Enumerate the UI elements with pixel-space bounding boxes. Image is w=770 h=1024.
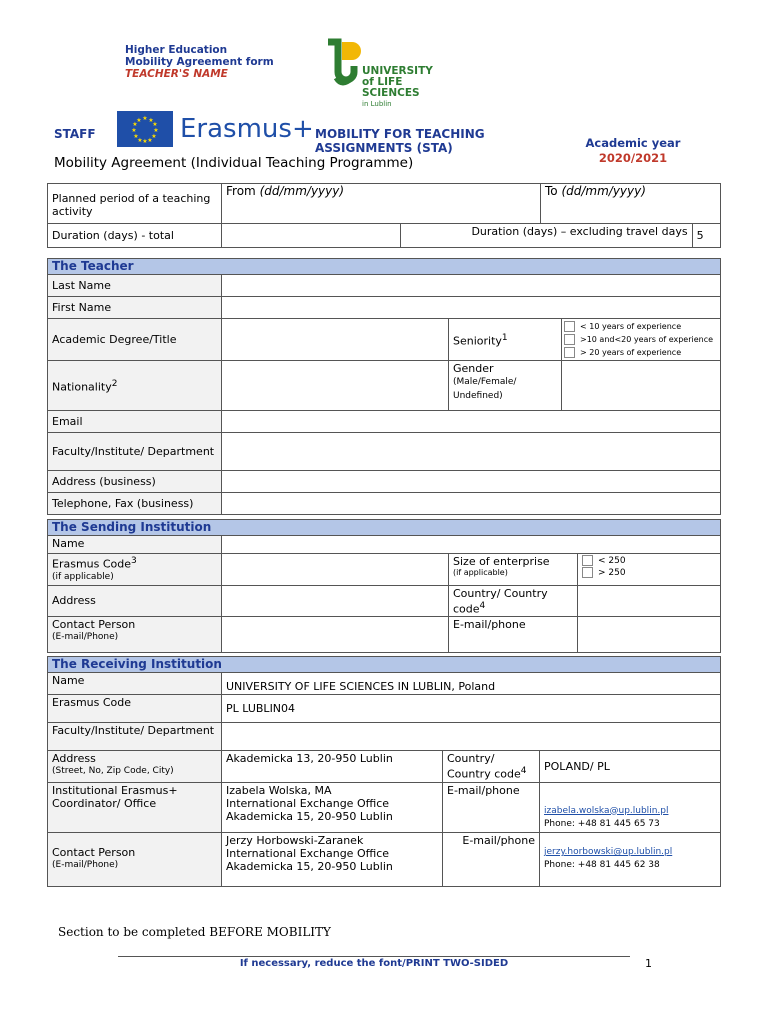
receiving-contact-name: Jerzy Horbowski-Zaranek [226,833,364,847]
degree-label: Academic Degree/Title [48,319,222,361]
receiving-faculty-label: Faculty/Institute/ Department [48,723,222,751]
receiving-code-label: Erasmus Code [48,695,222,723]
page-title: Mobility Agreement (Individual Teaching Programme) [54,155,414,171]
coordinator-email-label: E-mail/phone [443,782,540,832]
to-label: To [544,184,558,198]
header-line2: Mobility Agreement form [125,56,274,68]
to-placeholder: (dd/mm/yyyy) [561,184,646,198]
svg-text:★: ★ [131,127,137,134]
sending-contact-hint: (E-mail/Phone) [52,632,119,643]
seniority-label: Seniority [453,334,502,348]
academic-year [578,136,688,166]
period-table [47,183,721,248]
sending-country-footnote: 4 [479,600,486,611]
email-field[interactable] [222,411,721,433]
sending-code-field[interactable] [222,554,449,586]
size-option-1: < 250 [598,556,626,566]
footer-divider [118,956,630,957]
coordinator-office: International Exchange Office [226,796,390,810]
sending-country-label: Country/ Country code [453,586,548,616]
logo-line3: in Lublin [362,100,392,108]
faculty-field[interactable] [222,433,721,471]
svg-text:★: ★ [153,127,159,134]
last-name-label: Last Name [48,275,222,297]
duration-excl-value[interactable]: 5 [692,224,720,248]
sending-country-field[interactable] [578,585,721,617]
degree-field[interactable] [222,319,449,361]
from-placeholder: (dd/mm/yyyy) [259,184,345,198]
receiving-address-label: Address [52,752,96,765]
svg-text:★: ★ [152,121,158,128]
receiving-contact-hint: (E-mail/Phone) [52,860,119,871]
from-label: From [226,184,256,198]
sending-section-title: The Sending Institution [48,520,721,536]
sending-address-label: Address [48,585,222,617]
seniority-footnote: 1 [501,332,508,343]
from-date-field[interactable] [222,184,541,224]
size-option-2: > 250 [598,568,626,578]
mobility-title-line2: ASSIGNMENTS (STA) [315,141,453,155]
duration-total-field[interactable] [222,224,401,248]
sending-contact-field[interactable] [222,617,449,653]
teacher-table [47,258,721,515]
nationality-label: Nationality [52,380,112,394]
svg-text:★: ★ [147,137,153,144]
svg-text:★: ★ [142,138,148,145]
first-name-label: First Name [48,297,222,319]
coordinator-phone: Phone: +48 81 445 65 73 [544,818,660,829]
svg-text:★: ★ [148,117,154,124]
receiving-section-title: The Receiving Institution [48,657,721,673]
erasmus-logo-text: Erasmus+ [180,114,314,144]
planned-period-label: Planned period of a teaching activity [48,184,222,224]
coordinator-name: Izabela Wolska, MA [226,783,332,797]
seniority-option-2: >10 and<20 years of experience [580,335,714,344]
receiving-name-label: Name [48,673,222,695]
nationality-footnote: 2 [111,378,118,389]
svg-text:★: ★ [142,115,148,122]
duration-total-label: Duration (days) - total [48,224,222,248]
academic-year-value: 2020/2021 [598,151,668,165]
university-logo [322,38,462,108]
receiving-contact-label: Contact Person [52,846,136,860]
sending-code-footnote: 3 [131,556,137,566]
coordinator-email-link[interactable]: izabela.wolska@up.lublin.pl [544,805,669,816]
sending-code-hint: (if applicable) [52,571,114,582]
sending-address-field[interactable] [222,585,449,617]
seniority-option-3: > 20 years of experience [580,348,682,357]
teacher-name-placeholder: TEACHER'S NAME [125,68,228,80]
faculty-label: Faculty/Institute/ Department [48,433,222,471]
nationality-field[interactable] [222,361,449,411]
duration-excl-label: Duration (days) – excluding travel days [401,224,693,248]
svg-text:★: ★ [132,121,138,128]
academic-year-label: Academic year [585,136,681,150]
gender-hint: (Male/Female/ Undefined) [453,377,517,401]
receiving-contact-email-link[interactable]: jerzy.horbowski@up.lublin.pl [544,847,673,858]
size-hint: (if applicable) [453,568,508,577]
receiving-country-footnote: 4 [520,766,527,776]
svg-text:★: ★ [136,117,142,124]
receiving-country-value[interactable]: POLAND/ PL [540,751,721,783]
teacher-section-title: The Teacher [48,259,721,275]
receiving-country-label: Country/ Country code [447,752,521,781]
mobility-title-line1: MOBILITY FOR TEACHING [315,127,485,141]
telephone-label: Telephone, Fax (business) [48,493,222,515]
receiving-contact-office: International Exchange Office [226,846,390,860]
gender-field[interactable] [562,361,721,411]
logo-line2: of LIFE SCIENCES [362,76,420,99]
receiving-code-value[interactable]: PL LUBLIN04 [222,695,721,723]
sending-table [47,519,721,653]
svg-text:★: ★ [137,137,143,144]
seniority-checkbox-1[interactable] [564,321,575,332]
mobility-title [315,127,485,155]
section-note: Section to be completed BEFORE MOBILITY [58,925,331,939]
seniority-option-1: < 10 years of experience [580,322,682,331]
staff-label: STAFF [54,127,96,141]
sending-name-label: Name [48,536,222,554]
first-name-field[interactable] [222,297,721,319]
svg-text:★: ★ [133,133,139,140]
gender-label: Gender [453,362,494,375]
sending-contact-label: Contact Person [52,618,136,632]
svg-text:★: ★ [151,133,157,140]
email-label: Email [48,411,222,433]
print-note: If necessary, reduce the font/PRINT TWO-SIDED [239,958,509,969]
coordinator-label: Institutional Erasmus+ Coordinator/ Office [48,782,222,832]
receiving-contact-address: Akademicka 15, 20-950 Lublin [226,859,393,873]
receiving-contact-email-label: E-mail/phone [443,832,540,886]
address-label: Address (business) [48,471,222,493]
size-checkbox-2[interactable] [582,567,593,578]
logo-line1: UNIVERSITY [362,65,433,77]
receiving-table [47,656,721,887]
header-line1: Higher Education [125,44,228,56]
sending-email-field[interactable] [578,617,721,653]
receiving-name-value[interactable]: UNIVERSITY OF LIFE SCIENCES IN LUBLIN, Poland [222,673,721,695]
up-logo-icon [322,38,362,94]
receiving-address-value[interactable]: Akademicka 13, 20-950 Lublin [222,751,443,783]
size-label: Size of enterprise [453,555,550,568]
receiving-address-hint: (Street, No, Zip Code, City) [52,766,174,776]
last-name-field[interactable] [222,275,721,297]
seniority-checkbox-2[interactable] [564,334,575,345]
eu-flag-icon [117,111,173,147]
sending-name-field[interactable] [222,536,721,554]
seniority-checkbox-3[interactable] [564,347,575,358]
size-checkbox-1[interactable] [582,555,593,566]
receiving-contact-phone: Phone: +48 81 445 62 38 [544,860,660,871]
address-field[interactable] [222,471,721,493]
sending-email-label: E-mail/phone [449,617,578,653]
telephone-field[interactable] [222,493,721,515]
to-date-field[interactable] [540,184,720,224]
receiving-faculty-field[interactable] [222,723,721,751]
page-number: 1 [645,957,652,970]
coordinator-address: Akademicka 15, 20-950 Lublin [226,809,393,823]
form-header [125,44,274,80]
sending-code-label: Erasmus Code [52,557,132,571]
